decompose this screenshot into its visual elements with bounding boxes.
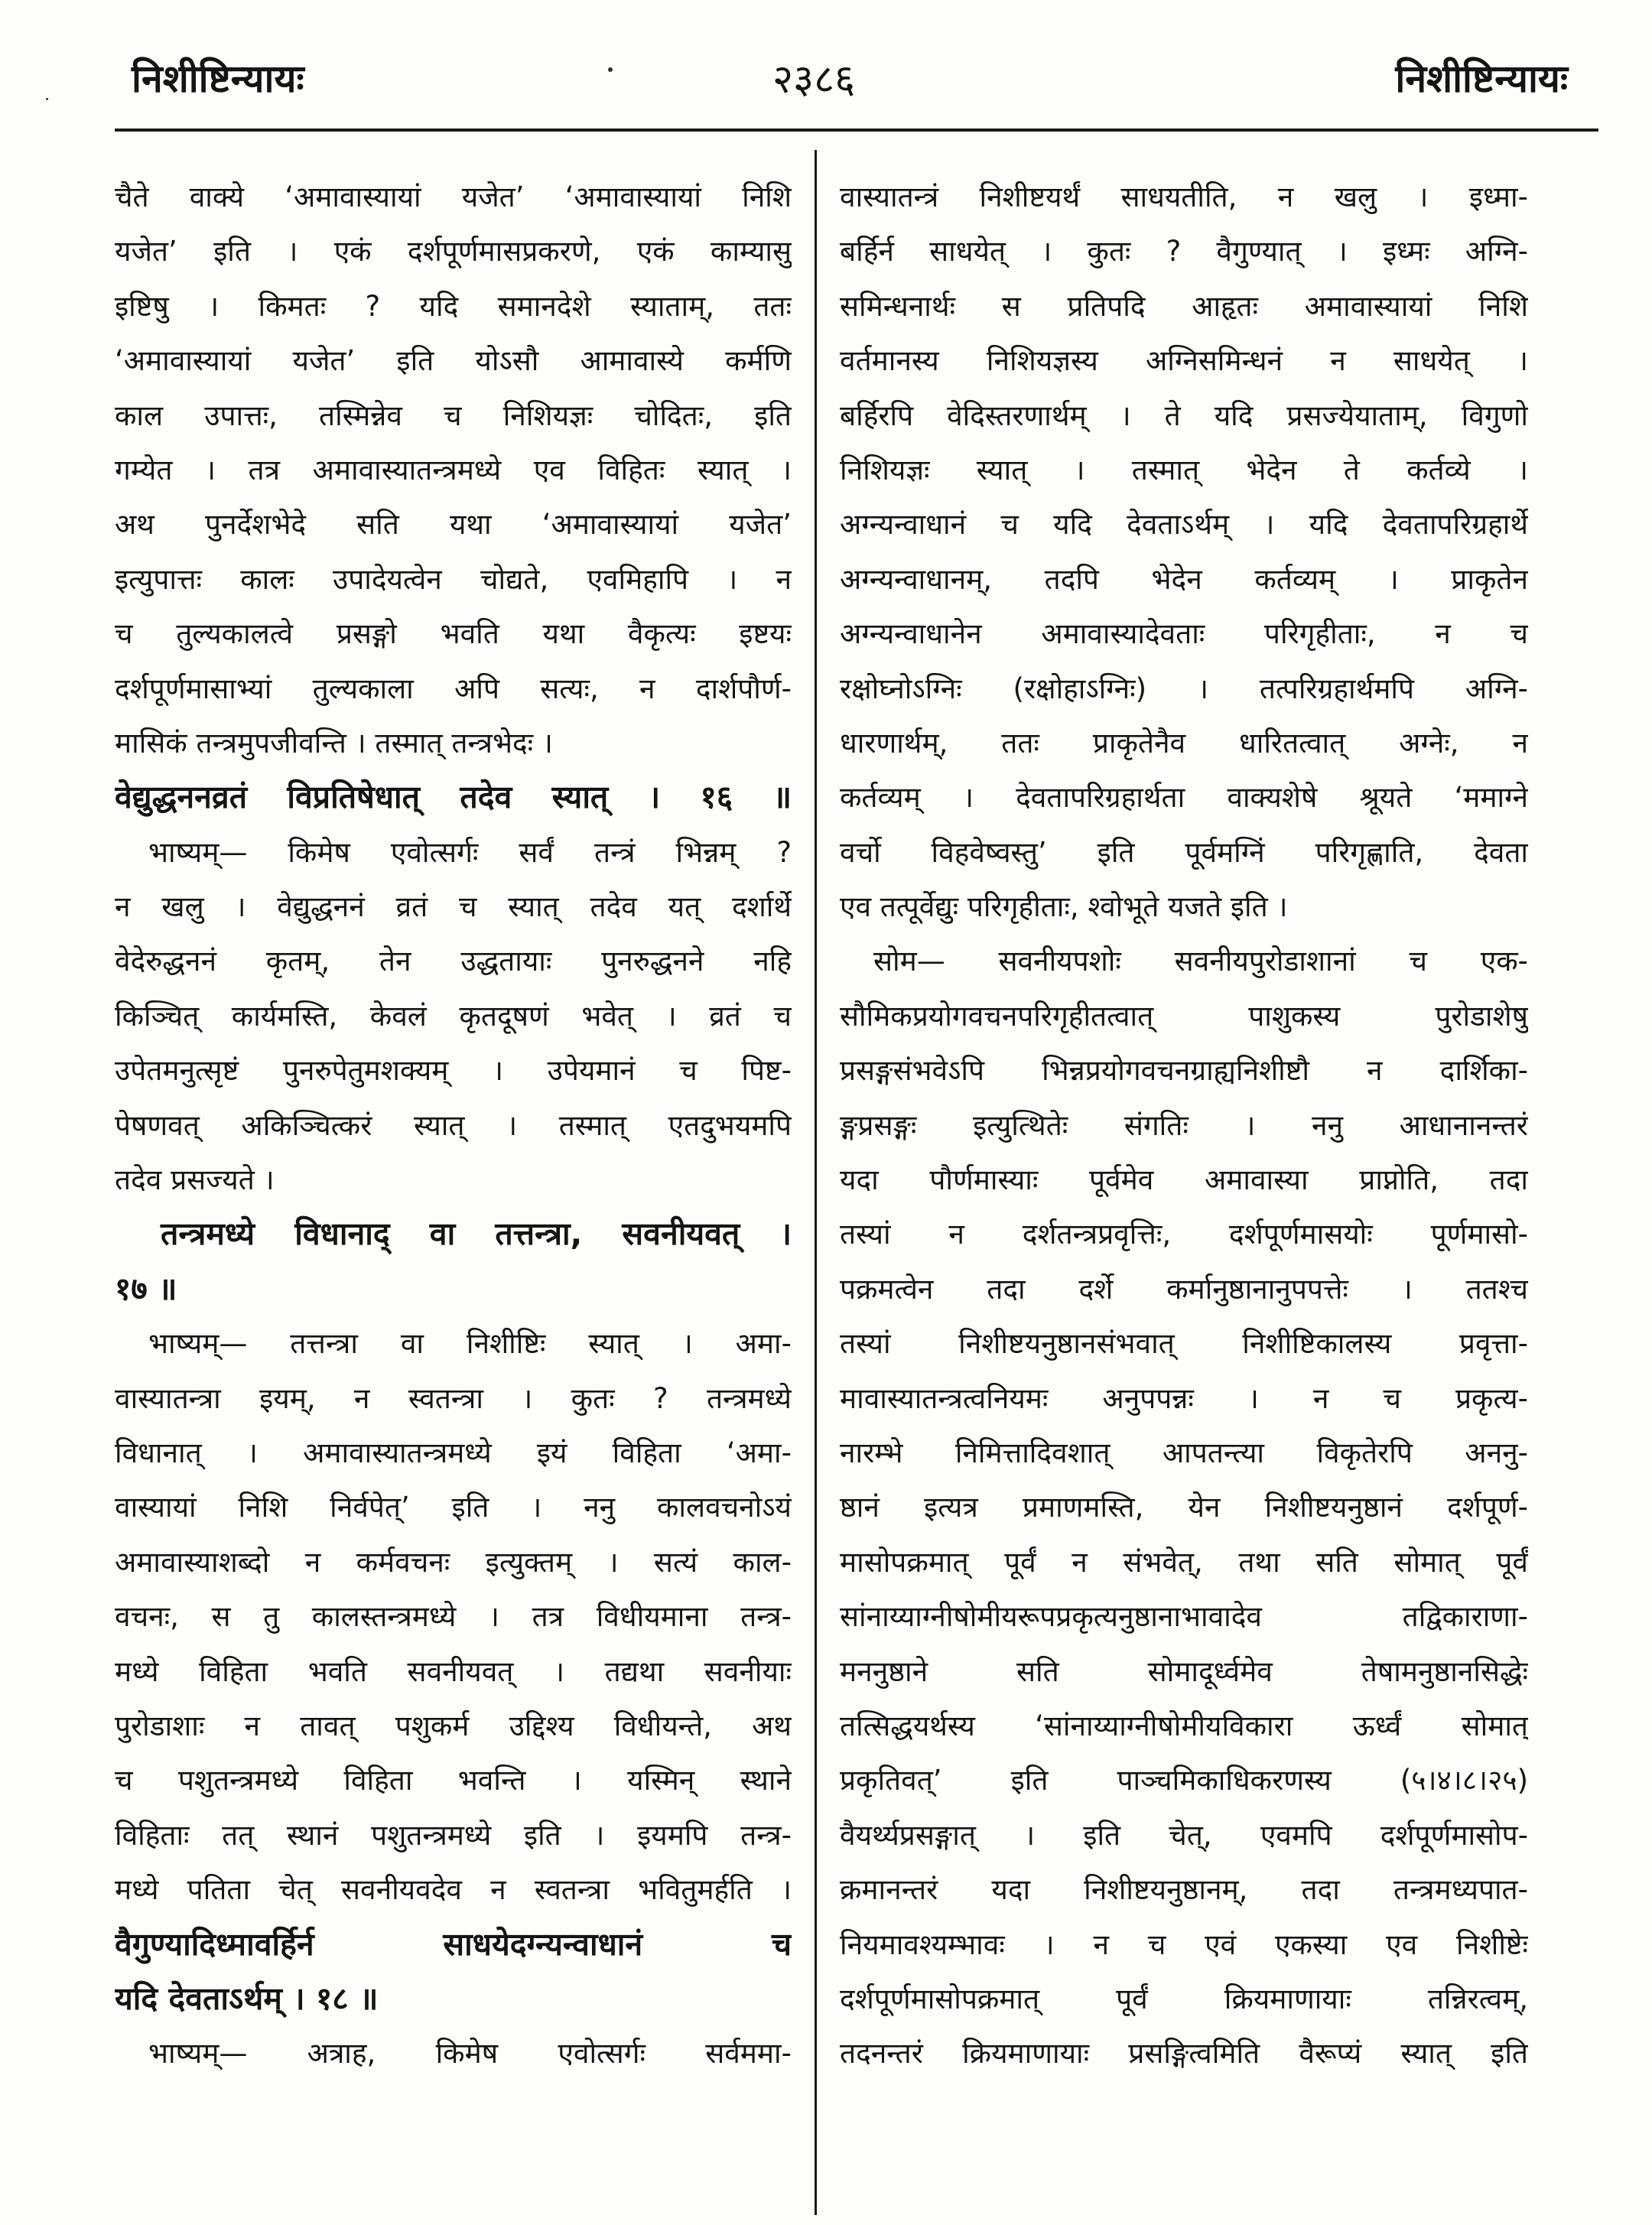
right-column-text-line: मननुष्ठाने सति सोमादूर्ध्वमेव तेषामनुष्ठानसिद्धेः (840, 1654, 1528, 1688)
left-column-text-line: पेषणवत् अकिञ्चित्करं स्यात् । तस्मात् एतदुभयमपि (115, 1108, 792, 1142)
right-column-text-line: तदनन्तरं क्रियमाणायाः प्रसङ्गित्वमिति वैरूप्यं स्यात् इति (840, 2037, 1528, 2070)
left-column-text-line: न खलु । वेद्युद्धननं व्रतं च स्यात् तदेव यत् दर्शार्थे (115, 890, 792, 924)
right-column-text-line: कर्तव्यम् । देवतापरिग्रहार्थता वाक्यशेषे श्रूयते ‘ममाग्ने (840, 781, 1528, 815)
right-column-text-line: सौमिकप्रयोगवचनपरिगृहीतत्वात् पाशुकस्य पुरोडाशेषु (840, 999, 1528, 1033)
running-header-left: निशीष्टिन्यायः (132, 57, 304, 101)
right-column (840, 170, 1528, 2081)
right-column-text-line: वास्यातन्त्रं निशीष्टयर्थं साधयतीति, न खलु । इध्मा- (840, 181, 1528, 213)
left-column-text-line: मध्ये पतिता चेत् सवनीयवदेव न स्वतन्त्रा भवितुमर्हति । (115, 1873, 792, 1907)
right-column-text-line: तस्यां न दर्शतन्त्रप्रवृत्तिः, दर्शपूर्णमासयोः पूर्णमासो- (840, 1218, 1528, 1251)
right-column-text-line: वैयर्थ्यप्रसङ्गात् । इति चेत्, एवमपि दर्शपूर्णमासोप- (840, 1818, 1528, 1852)
left-column-text-line: पुरोडाशाः न तावत् पशुकर्म उद्दिश्य विधीयन्ते, अथ (115, 1709, 792, 1742)
right-column-text-line: एव तत्पूर्वेद्युः परिगृहीताः, श्वोभूते यजते इति । (840, 890, 1288, 924)
print-speck (46, 98, 48, 100)
left-column-text-line: काल उपात्तः, तस्मिन्नेव च निशियज्ञः चोदितः, इति (115, 398, 792, 432)
print-speck (608, 67, 613, 72)
right-column-text-line: तत्सिद्धयर्थस्य ‘सांनाय्याग्नीषोमीयविकारा ऊर्ध्वं सोमात् (840, 1709, 1528, 1742)
left-column-sutra-line: यदि देवताऽर्थम् । १८ ॥ (115, 1979, 379, 2017)
right-column-text-line: दर्शपूर्णमासोपक्रमात् पूर्वं क्रियमाणायाः तन्निरत्वम्, (840, 1982, 1528, 2015)
right-column-text-line: नारम्भे निमित्तादिवशात् आपतन्त्या विकृतेरपि अननु- (840, 1436, 1528, 1469)
left-column (115, 170, 792, 2081)
left-column-text-line: किञ्चित् कार्यमस्ति, केवलं कृतदूषणं भवेत् । व्रतं च (115, 999, 792, 1033)
left-column-text-line: यजेत’ इति । एकं दर्शपूर्णमासप्रकरणे, एकं काम्यासु (115, 235, 792, 268)
right-column-text-line: बर्हिरपि वेदिस्तरणार्थम् । ते यदि प्रसज्येयाताम्, विगुणो (840, 398, 1528, 432)
left-column-text-line: वास्यातन्त्रा इयम्, न स्वतन्त्रा । कुतः ? तन्त्रमध्ये (115, 1381, 792, 1415)
header-rule (115, 128, 1598, 132)
left-column-text-line: वेदेरुद्धननं कृतम्, तेन उद्धतायाः पुनरुद्धनने नहि (115, 945, 792, 978)
left-column-text-line: मध्ये विहिता भवति सवनीयवत् । तद्यथा सवनीयाः (115, 1654, 792, 1688)
column-divider (815, 150, 817, 2215)
left-column-text-line: विधानात् । अमावास्यातन्त्रमध्ये इयं विहिता ‘अमा- (115, 1436, 792, 1469)
right-column-text-line: वर्चो विहवेष्वस्तु’ इति पूर्वमग्निं परिगृह्णाति, देवता (840, 835, 1528, 869)
left-column-text-line: वचनः, स तु कालस्तन्त्रमध्ये । तत्र विधीयमाना तन्त्र- (115, 1600, 792, 1634)
left-column-text-line: च पशुतन्त्रमध्ये विहिता भवन्ति । यस्मिन् स्थाने (115, 1764, 792, 1797)
left-column-text-line: विहिताः तत् स्थानं पशुतन्त्रमध्ये इति । इयमपि तन्त्र- (115, 1818, 792, 1852)
right-column-text-line: पक्रमत्वेन तदा दर्शे कर्मानुष्ठानानुपपत्तेः । ततश्च (840, 1272, 1528, 1306)
right-column-text-line: वर्तमानस्य निशियज्ञस्य अग्निसमिन्धनं न साधयेत् । (840, 344, 1528, 378)
left-column-sutra-line: १७ ॥ (115, 1270, 177, 1307)
left-column-sutra-line: वैगुण्यादिध्मावर्हिर्न साधयेदग्न्यन्वाधानं च (115, 1925, 792, 1963)
right-column-text-line: अग्न्यन्वाधानेन अमावास्यादेवताः परिगृहीताः, न च (840, 617, 1528, 651)
running-header-right: निशीष्टिन्यायः (1395, 57, 1568, 101)
left-column-text-line: इत्युपात्तः कालः उपादेयत्वेन चोद्यते, एवमिहापि । न (115, 562, 792, 596)
right-column-text-line: प्रसङ्गसंभवेऽपि भिन्नप्रयोगवचनग्राह्यनिशीष्टौ न दार्शिका- (840, 1054, 1528, 1088)
right-column-text-line: अग्न्यन्वाधानम्, तदपि भेदेन कर्तव्यम् । प्राकृतेन (840, 562, 1528, 596)
left-column-text-line: भाष्यम्— अत्राह, किमेष एवोत्सर्गः सर्वममा- (148, 2037, 792, 2070)
left-column-text-line: ‘अमावास्यायां यजेत’ इति योऽसौ आमावास्ये कर्मणि (115, 344, 792, 378)
left-column-text-line: च तुल्यकालत्वे प्रसङ्गो भवति यथा वैकृत्यः इष्टयः (115, 617, 792, 651)
right-column-text-line: सांनाय्याग्नीषोमीयरूपप्रकृत्यनुष्ठानाभावादेव तद्विकाराणा- (840, 1600, 1528, 1634)
left-column-text-line: गम्येत । तत्र अमावास्यातन्त्रमध्ये एव विहितः स्यात् । (115, 453, 792, 486)
right-column-text-line: रक्षोघ्नोऽग्निः (रक्षोहाऽग्निः) । तत्परिग्रहार्थमपि अग्नि- (840, 672, 1528, 705)
left-column-text-line: भाष्यम्— तत्तन्त्रा वा निशीष्टिः स्यात् । अमा- (148, 1327, 792, 1361)
right-column-text-line: नियमावश्यम्भावः । न च एवं एकस्या एव निशीष्टेः (840, 1927, 1528, 1961)
right-column-text-line: बर्हिर्न साधयेत् । कुतः ? वैगुण्यात् । इध्मः अग्नि- (840, 235, 1528, 268)
left-column-sutra-line: वेद्युद्धननव्रतं विप्रतिषेधात् तदेव स्यात् । १६ ॥ (115, 779, 792, 816)
left-column-text-line: मासिकं तन्त्रमुपजीवन्ति । तस्मात् तन्त्रभेदः । (115, 726, 553, 760)
right-column-text-line: सोम— सवनीयपशोः सवनीयपुरोडाशानां च एक- (873, 945, 1528, 978)
right-column-text-line: समिन्धनार्थः स प्रतिपदि आहृतः अमावास्यायां निशि (840, 289, 1528, 323)
left-column-text-line: अमावास्याशब्दो न कर्मवचनः इत्युक्तम् । सत्यं काल- (115, 1545, 792, 1579)
right-column-text-line: धारणार्थम्, ततः प्राकृतेनैव धारितत्वात् अग्नेः, न (840, 726, 1528, 760)
right-column-text-line: ष्ठानं इत्यत्र प्रमाणमस्ति, येन निशीष्टयनुष्ठानं दर्शपूर्ण- (840, 1491, 1528, 1524)
left-column-text-line: अथ पुनर्देशभेदे सति यथा ‘अमावास्यायां यजेत’ (115, 508, 792, 542)
left-column-text-line: उपेतमनुत्सृष्टं पुनरुपेतुमशक्यम् । उपेयमानं च पिष्ट- (115, 1054, 792, 1088)
left-column-text-line: भाष्यम्— किमेष एवोत्सर्गः सर्वं तन्त्रं भिन्नम् ? (148, 835, 792, 869)
right-column-text-line: निशियज्ञः स्यात् । तस्मात् भेदेन ते कर्तव्ये । (840, 453, 1528, 486)
right-column-text-line: यदा पौर्णमास्याः पूर्वमेव अमावास्या प्राप्नोति, तदा (840, 1163, 1528, 1197)
left-column-text-line: इष्टिषु । किमतः ? यदि समानदेशे स्याताम्, ततः (115, 289, 792, 323)
right-column-text-line: ङ्गप्रसङ्गः इत्युत्थितेः संगतिः । ननु आधानानन्तरं (840, 1108, 1528, 1142)
right-column-text-line: तस्यां निशीष्टयनुष्ठानसंभवात् निशीष्टिकालस्य प्रवृत्ता- (840, 1327, 1528, 1361)
left-column-text-line: वास्यायां निशि निर्वपेत्’ इति । ननु कालवचनोऽयं (115, 1491, 792, 1524)
left-column-sutra-line: तन्त्रमध्ये विधानाद् वा तत्तन्त्रा, सवनीयवत् । (161, 1215, 792, 1253)
right-column-text-line: प्रकृतिवत्’ इति पाञ्चमिकाधिकरणस्य (५।४।८।२५) (840, 1764, 1528, 1797)
right-column-text-line: मासोपक्रमात् पूर्वं न संभवेत्, तथा सति सोमात् पूर्वं (840, 1545, 1528, 1579)
right-column-text-line: मावास्यातन्त्रत्वनियमः अनुपपन्नः । न च प्रकृत्य- (840, 1381, 1528, 1415)
page-number: २३८६ (772, 57, 856, 102)
right-column-text-line: अग्न्यन्वाधानं च यदि देवताऽर्थम् । यदि देवतापरिग्रहार्थे (840, 508, 1528, 542)
left-column-text-line: चैते वाक्ये ‘अमावास्यायां यजेत’ ‘अमावास्यायां निशि (115, 181, 792, 213)
left-column-text-line: तदेव प्रसज्यते । (115, 1163, 275, 1197)
right-column-text-line: क्रमानन्तरं यदा निशीष्टयनुष्ठानम्, तदा तन्त्रमध्यपात- (840, 1873, 1528, 1907)
left-column-text-line: दर्शपूर्णमासाभ्यां तुल्यकाला अपि सत्यः, न दार्शपौर्ण- (115, 672, 792, 705)
